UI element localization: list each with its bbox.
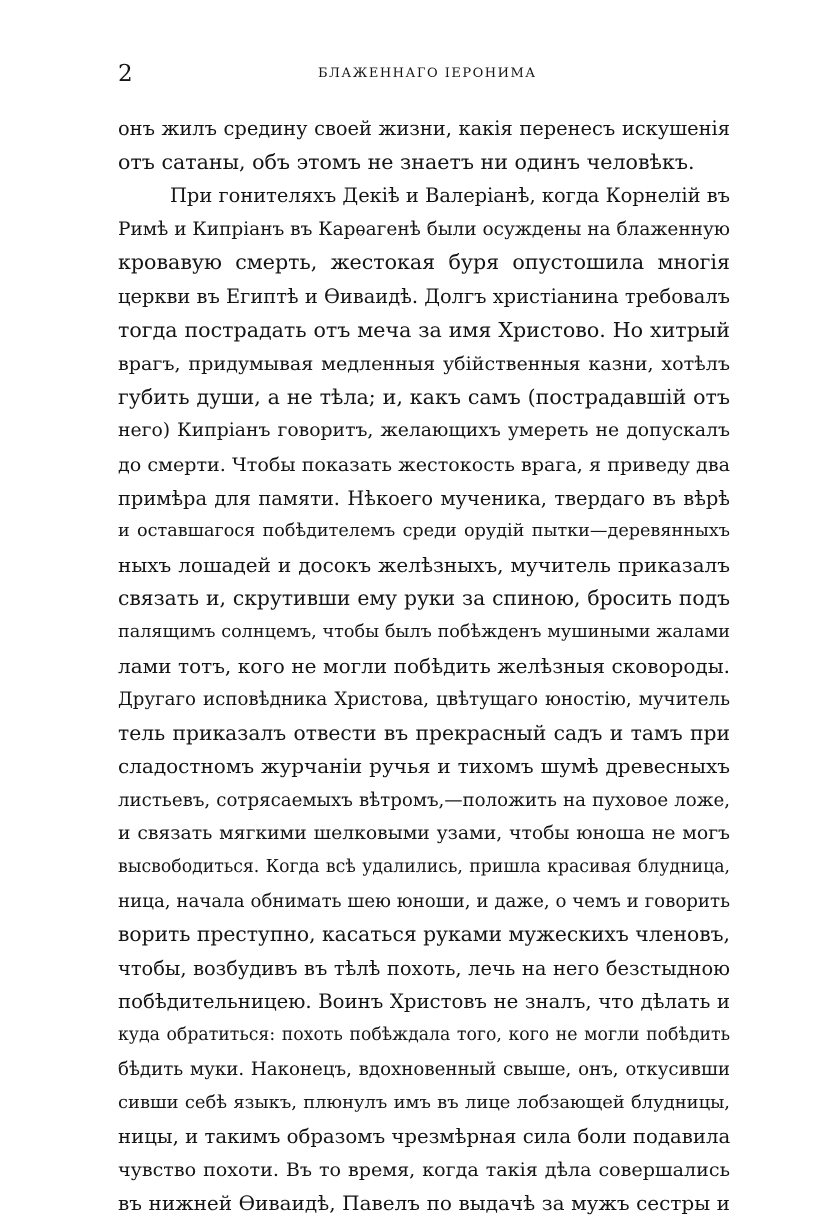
text-line: побѣдительницею. Воинъ Христовъ не зналъ, что дѣлать и	[118, 990, 730, 1014]
text-line: кровавую смерть, жестокая буря опустошила многія	[118, 250, 730, 275]
running-title: БЛАЖЕННАГО ІЕРОНИМА	[318, 66, 537, 81]
text-line: губить души, а не тѣла; и, какъ самъ (пострадавшій отъ	[118, 384, 730, 409]
text-line: ница, начала обнимать шею юноши, и даже, о чемъ и говорить	[118, 890, 730, 912]
text-line: лами тотъ, кого не могли побѣдить желѣзныя сковороды.	[118, 653, 730, 678]
text-line: и связать мягкими шелковыми узами, чтобы юноша не могъ	[118, 823, 730, 845]
text-line: врагъ, придумывая медленныя убійственныя казни, хотѣлъ	[118, 352, 730, 376]
text-line: чувство похоти. Въ то время, когда такія дѣла совершались	[118, 1158, 730, 1182]
text-line: ворить преступно, касаться руками мужескихъ членовъ,	[118, 922, 730, 947]
text-line: онъ жилъ средину своей жизни, какія перенесъ искушенія	[118, 117, 730, 140]
text-line: отъ сатаны, объ этомъ не знаетъ ни одинъ человѣкъ.	[118, 149, 695, 174]
text-line: сивши себѣ языкъ, плюнулъ имъ въ лице лобзающей блудницы,	[118, 1092, 730, 1114]
text-line: и оставшагося побѣдителемъ среди орудій пытки—деревянныхъ	[118, 521, 730, 542]
text-line: до смерти. Чтобы показать жестокость врага, я приведу два	[118, 452, 730, 476]
text-line: Другаго исповѣдника Христова, цвѣтущаго юностію, мучитель	[118, 689, 730, 711]
text-line: него) Кипріанъ говоритъ, желающихъ умереть не допускалъ	[118, 420, 730, 442]
paragraph-first-line: При гонителяхъ Декіѣ и Валеріанѣ, когда Корнелій въ	[170, 184, 730, 208]
text-line: палящимъ солнцемъ, чтобы былъ побѣжденъ мушиными жалами	[118, 621, 730, 642]
text-line: листьевъ, сотрясаемыхъ вѣтромъ,—положить на пуховое ложе,	[118, 789, 730, 811]
body-text	[118, 112, 730, 1221]
text-line: сладостномъ журчаніи ручья и тихомъ шумѣ древесныхъ	[118, 754, 730, 779]
text-line: тогда пострадать отъ меча за имя Христово. Но хитрый	[118, 317, 730, 342]
text-line: ныхъ лошадей и досокъ желѣзныхъ, мучитель приказалъ	[118, 552, 730, 577]
text-line: примѣра для памяти. Нѣкоего мученика, твердаго въ вѣрѣ	[118, 486, 730, 510]
text-line: высвободиться. Когда всѣ удалились, пришла красивая блудница,	[118, 857, 730, 878]
text-line: Римѣ и Кипріанъ въ Карѳагенѣ были осуждены на блаженную	[118, 218, 730, 240]
text-line: куда обратиться: похоть побѣждала того, кого не могли побѣдить	[118, 1025, 730, 1046]
text-line: связать и, скрутивши ему руки за спиною, бросить подъ	[118, 586, 730, 611]
page-number: 2	[118, 61, 133, 87]
text-line: чтобы, возбудивъ въ тѣлѣ похоть, лечь на него безстыдною	[118, 956, 730, 980]
text-line: бѣдить муки. Наконецъ, вдохновенный свыше, онъ, откусивши	[118, 1058, 730, 1080]
text-line: ницы, и такимъ образомъ чрезмѣрная сила боли подавила	[118, 1124, 731, 1148]
text-line: церкви въ Египтѣ и Ѳиваидѣ. Долгъ христіанина требовалъ	[118, 284, 730, 308]
text-line: тель приказалъ отвести въ прекрасный садъ и тамъ при	[118, 720, 730, 745]
text-line: въ нижней Ѳиваидѣ, Павелъ по выдачѣ за мужъ сестры и	[118, 1191, 730, 1215]
